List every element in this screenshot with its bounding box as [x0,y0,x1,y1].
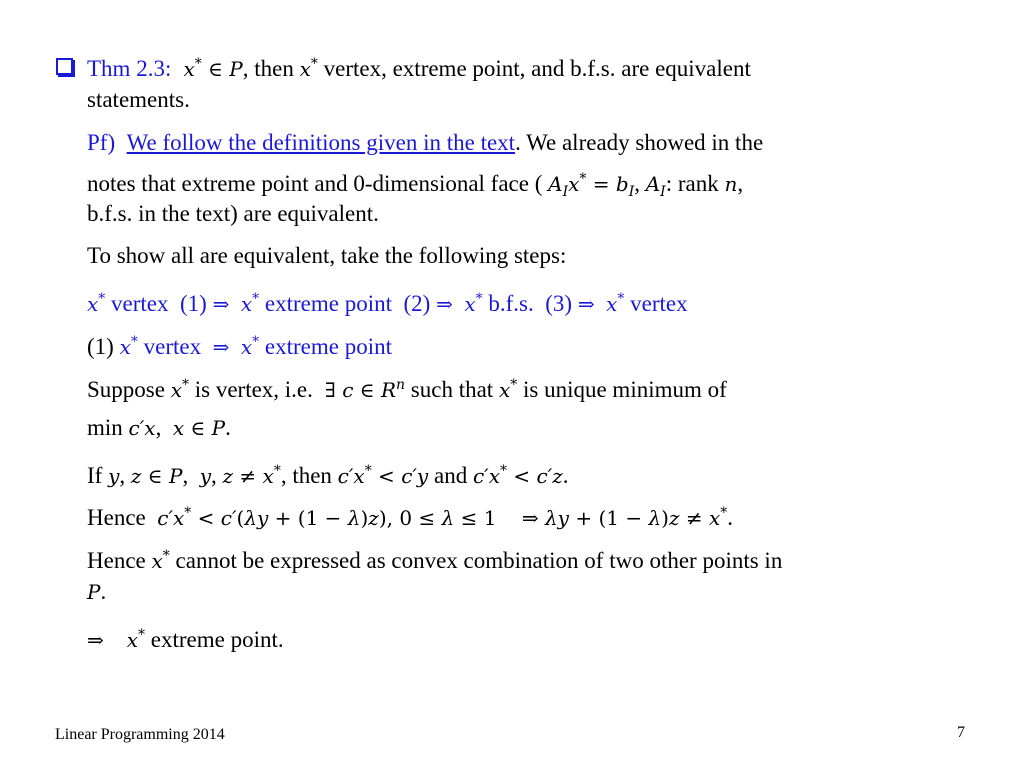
step-1-extreme-point: extreme point [264,334,392,359]
page-number: 7 [957,724,965,741]
proof-line-2: notes that extreme point and 0-dimensional face ( $A_Ix^* = b_I$, $A_I$: rank n, [87,171,744,200]
implication-chain: x* vertex (1) ⇒ x* extreme point (2) ⇒ x* b.f.s. (3) ⇒ x* vertex [87,291,688,316]
theorem-statement: vertex, extreme point, and b.f.s. are equivalent [323,56,751,81]
hence-line-2: Hence x* cannot be expressed as convex combination of two other points in [87,548,783,573]
proof-label: Pf) [87,130,116,155]
suppose-text-4: is unique minimum of [522,377,727,402]
suppose-text-3: such that [410,377,494,402]
hollow-square-bullet-icon [56,58,73,75]
proof-rank-label: : rank [665,171,719,196]
if-then: , then [280,463,332,488]
min-label: min [87,415,123,440]
if-label: If [87,463,103,488]
chain-step-2: (2) [403,291,431,316]
chain-step-3: (3) [545,291,573,316]
chain-step-1: (1) [180,291,207,316]
suppose-text: Suppose [87,377,165,402]
step-1-heading: (1) x* vertex ⇒ x* extreme point [87,334,392,359]
proof-line-2-text: notes that extreme point and 0-dimensional face ( [87,171,543,196]
chain-extreme-point: extreme point [264,291,392,316]
conclusion-text: extreme point. [150,627,284,652]
conclusion-line: ⇒ x* extreme point. [87,627,284,652]
min-line: min c′x, x ∈ P. [87,415,231,440]
suppose-line: Suppose x* is vertex, i.e. ∃ c ∈ $R^n$ such that x* is unique minimum of [87,377,727,402]
chain-vertex-2: vertex [630,291,688,316]
chain-bfs: b.f.s. [488,291,534,316]
hence-line-1: Hence c′x* < c′(λy + (1 − λ)z), 0 ≤ λ ≤ 1 ⇒ λy + (1 − λ)z ≠ x*. [87,505,734,530]
steps-intro: To show all are equivalent, take the following steps: [87,243,567,268]
if-line: If y, z ∈ P, y, z ≠ x*, then c′x* < c′y and c′x* < c′z. [87,463,569,488]
theorem-then: , then [242,56,294,81]
suppose-text-2: is vertex, i.e. [194,377,313,402]
hence-label-2: Hence [87,548,146,573]
step-1-label: (1) [87,334,114,359]
hence-label-1: Hence [87,505,146,530]
hence-line-2b: P. [87,579,107,604]
proof-rest: . We already showed in the [515,130,764,155]
if-and: and [433,463,468,488]
proof-line-3: b.f.s. in the text) are equivalent. [87,201,379,226]
theorem-line: Thm 2.3: x* ∈ P, then x* vertex, extreme point, and b.f.s. are equivalent [87,56,751,81]
proof-definition-note: We follow the definitions given in the text [126,130,516,155]
theorem-line-2: statements. [87,87,190,112]
hence-text-2: cannot be expressed as convex combination of two other points in [175,548,783,573]
chain-vertex: vertex [111,291,169,316]
proof-line [87,129,763,157]
theorem-label: Thm 2.3: [87,56,172,81]
footer-title: Linear Programming 2014 [55,726,225,743]
step-1-vertex: vertex [143,334,202,359]
